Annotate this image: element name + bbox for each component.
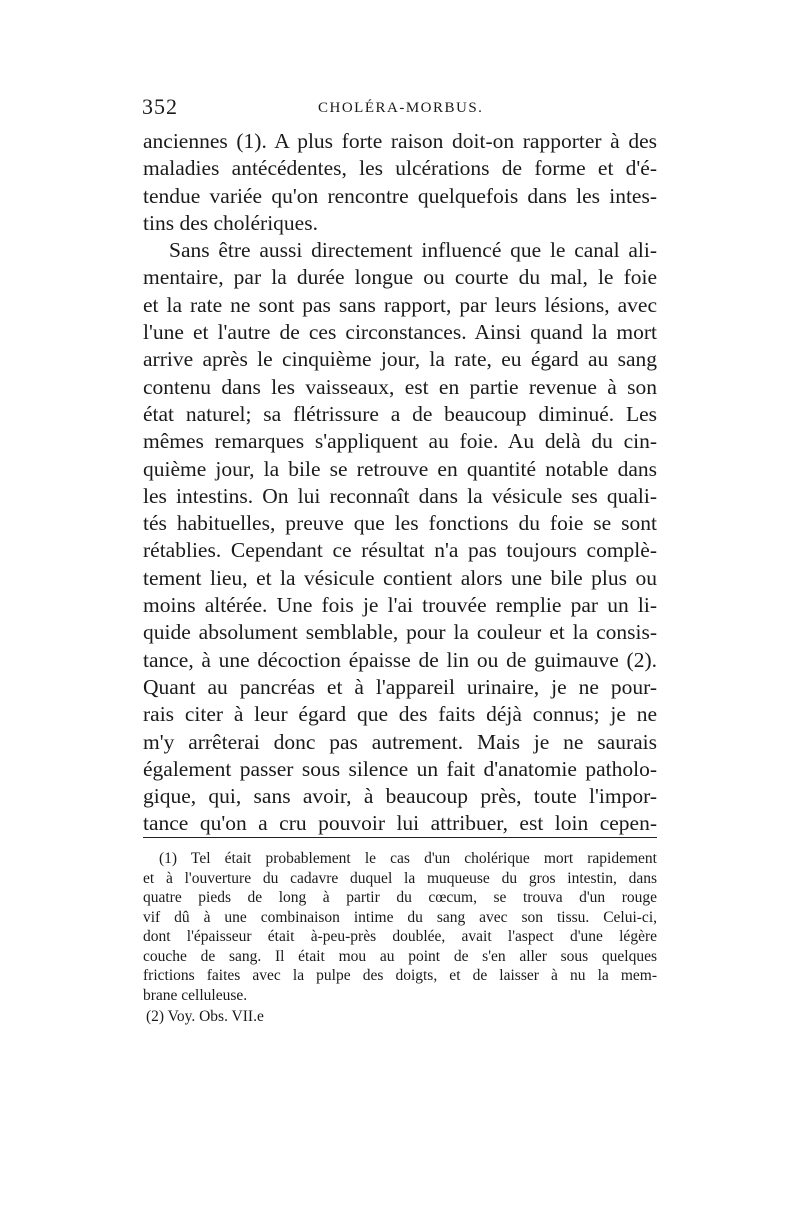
- body-line: moins altérée. Une fois je l'ai trouvée remplie par un li-: [143, 593, 657, 618]
- footnote-line: (1) Tel était probablement le cas d'un cholérique mort rapidement: [159, 850, 657, 867]
- body-line: tins des cholériques.: [143, 210, 318, 235]
- body-line: contenu dans les vaisseaux, est en partie revenue à son: [143, 374, 657, 399]
- page-number: 352: [142, 94, 178, 119]
- body-line: et la rate ne sont pas sans rapport, par leurs lésions, avec: [143, 292, 657, 317]
- body-line: tance qu'on a cru pouvoir lui attribuer, est loin cepen-: [143, 811, 657, 836]
- footnote-line: brane celluleuse.: [143, 986, 248, 1004]
- footnote-line: couche de sang. Il était mou au point de s'en aller sous quelques: [143, 947, 657, 965]
- body-line: gique, qui, sans avoir, à beaucoup près, toute l'impor-: [143, 784, 657, 809]
- body-line: également passer sous silence un fait d'anatomie patholo-: [143, 756, 657, 781]
- body-line: m'y arrêterai donc pas autrement. Mais je ne saurais: [143, 729, 657, 754]
- footnotes: [143, 849, 657, 1027]
- footnote-line: et à l'ouverture du cadavre duquel la muqueuse du gros intestin, dans: [143, 869, 657, 887]
- body-line: anciennes (1). A plus forte raison doit-on rapporter à des: [143, 129, 657, 153]
- footnote-2: (2) Voy. Obs. VII.e: [146, 1008, 264, 1025]
- body-line: maladies antécédentes, les ulcérations de forme et d'é-: [143, 156, 657, 181]
- body-line: Sans être aussi directement influencé que le canal ali-: [169, 238, 657, 263]
- body-line: les intestins. On lui reconnaît dans la vésicule ses quali-: [143, 483, 657, 508]
- body-line: rais citer à leur égard que des faits déjà connus; je ne: [143, 702, 657, 727]
- body-line: mentaire, par la durée longue ou courte du mal, le foie: [143, 265, 657, 290]
- body-line: arrive après le cinquième jour, la rate, eu égard au sang: [143, 347, 657, 372]
- running-title: CHOLÉRA-MORBUS.: [318, 100, 484, 116]
- body-text: [143, 128, 657, 838]
- body-line: tance, à une décoction épaisse de lin ou de guimauve (2).: [143, 647, 657, 672]
- footnote-divider: [143, 837, 657, 838]
- body-line: tement lieu, et la vésicule contient alors une bile plus ou: [143, 565, 657, 590]
- body-line: Quant au pancréas et à l'appareil urinaire, je ne pour-: [143, 674, 657, 699]
- body-line: quide absolument semblable, pour la couleur et la consis-: [143, 620, 657, 645]
- footnote-line: dont l'épaisseur était à-peu-près doublée, avait l'aspect d'une légère: [143, 928, 657, 945]
- body-line: tendue variée qu'on rencontre quelquefois dans les intes-: [143, 183, 657, 208]
- body-line: mêmes remarques s'appliquent au foie. Au delà du cin-: [143, 429, 657, 454]
- body-line: état naturel; sa flétrissure a de beaucoup diminué. Les: [143, 401, 657, 426]
- body-line: tés habituelles, preuve que les fonctions du foie se sont: [143, 511, 657, 536]
- body-line: quième jour, la bile se retrouve en quantité notable dans: [143, 456, 657, 481]
- body-line: rétablies. Cependant ce résultat n'a pas toujours complè-: [143, 538, 657, 563]
- footnote-line: quatre pieds de long à partir du cœcum, se trouva d'un rouge: [143, 889, 657, 906]
- footnote-line: vif dû à une combinaison intime du sang avec son tissu. Celui-ci,: [143, 908, 657, 926]
- body-line: l'une et l'autre de ces circonstances. Ainsi quand la mort: [143, 320, 657, 345]
- footnote-line: frictions faites avec la pulpe des doigts, et de laisser à nu la mem-: [143, 967, 657, 984]
